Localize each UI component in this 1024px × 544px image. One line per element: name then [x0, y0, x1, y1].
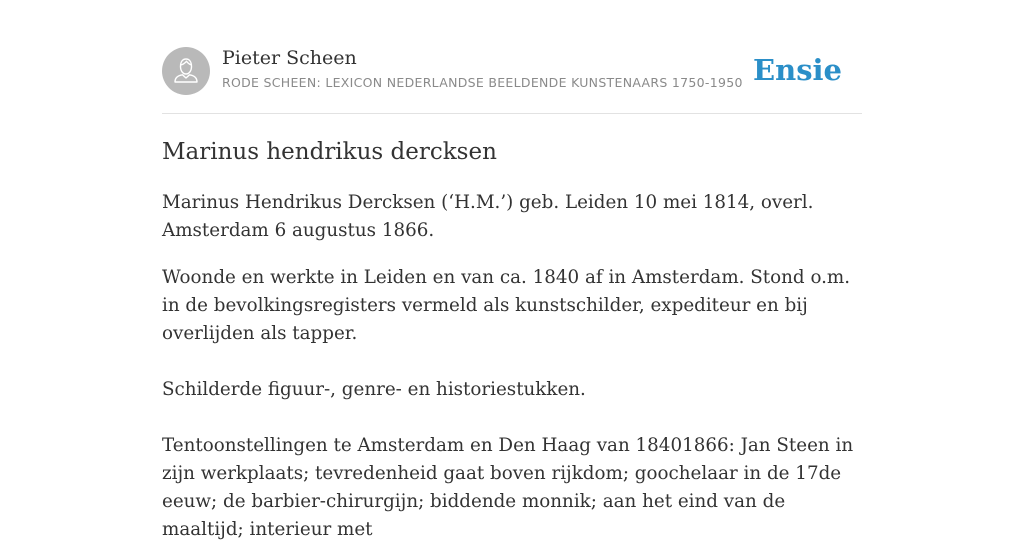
- article-header: [162, 47, 862, 114]
- author-name[interactable]: Pieter Scheen: [222, 47, 357, 69]
- article-paragraph-3: Schilderde figuur-, genre- en historiestukken.: [162, 379, 586, 400]
- article-title: Marinus hendrikus dercksen: [162, 139, 497, 165]
- avatar[interactable]: [162, 47, 210, 95]
- source-title[interactable]: RODE SCHEEN: LEXICON NEDERLANDSE BEELDENDE KUNSTENAARS 1750-1950: [222, 75, 743, 90]
- ensie-logo[interactable]: Ensie: [753, 53, 842, 87]
- article-paragraph-1: Marinus Hendrikus Dercksen (‘H.M.’) geb. Leiden 10 mei 1814, overl. Amsterdam 6 augustus 1866.: [162, 192, 814, 241]
- article-paragraph-4: Tentoonstellingen te Amsterdam en Den Haag van 18401866: Jan Steen in zijn werkplaats; tevredenheid gaat boven rijkdom; goochelaar in de 17de eeuw; de barbier-chirurgijn; biddende monnik; aan het eind van de maaltijd; interieur met: [162, 435, 854, 540]
- article-body: [162, 135, 862, 544]
- user-silhouette-icon: [162, 47, 210, 95]
- article-paragraph-2: Woonde en werkte in Leiden en van ca. 1840 af in Amsterdam. Stond o.m. in de bevolkingsregisters vermeld als kunstschilder, expediteur en bij overlijden als tapper.: [162, 267, 851, 344]
